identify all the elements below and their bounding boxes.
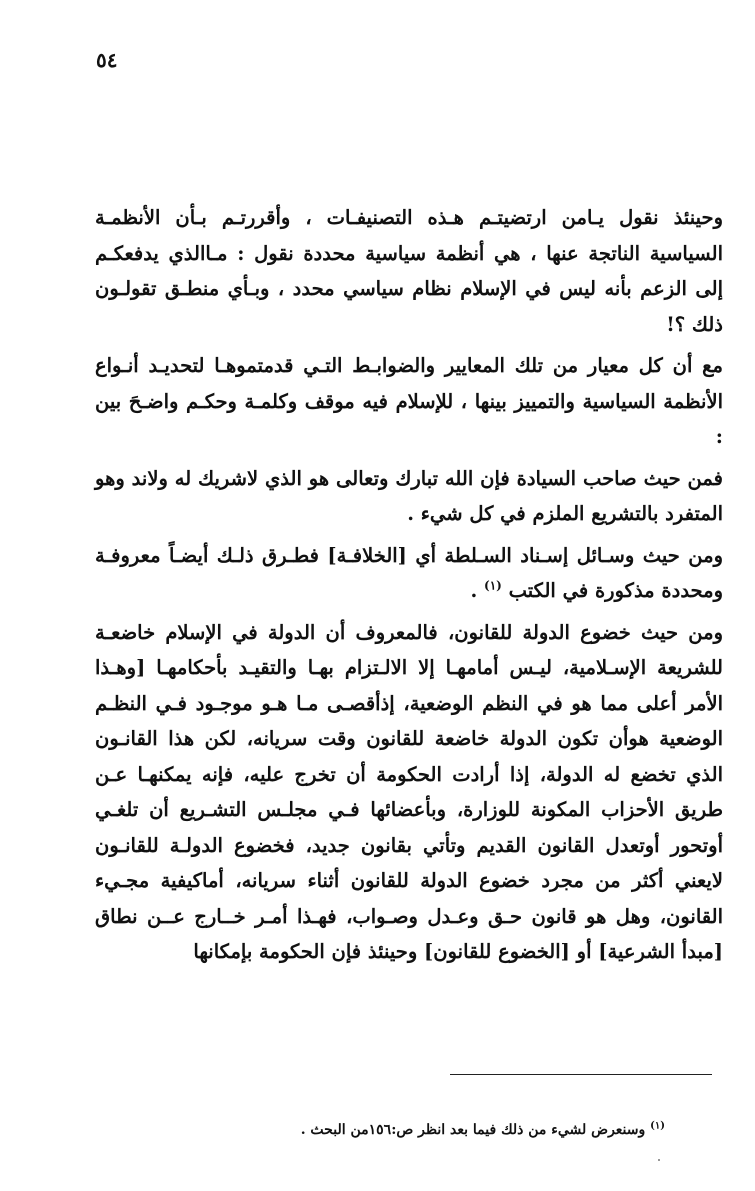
- paragraph-4-text: ومن حيث وسـائل إسـناد السـلطة أي [الخلافـة] فطـرق ذلـك أيضـاً معروفـة ومحددة مذكورة في الكتب: [95, 543, 723, 602]
- scan-speck: [658, 1159, 660, 1161]
- footnote-number: (١): [650, 1120, 665, 1132]
- paragraph-4-end: .: [470, 579, 485, 602]
- paragraph-3: فمن حيث صاحب السيادة فإن الله تبارك وتعالى هو الذي لاشريك له ولاند وهو المتفرد بالتشريع الملزم في كل شيء .: [95, 466, 723, 525]
- footnote-separator: [450, 1074, 712, 1075]
- paragraph-1: وحينئذ نقول يـامن ارتضيتـم هـذه التصنيفـات ، وأقررتـم بـأن الأنظمـة السياسية الناتجة عنها ، هي أنظمة سياسية محددة نقول : مـاالذي يدفعكـم إلى الزعم بأنه ليس في الإسلام نظام سياسي محدد ، وبـأي منطـق تقولـون ذلك ؟!: [95, 206, 723, 336]
- paragraph-5: ومن حيث خضوع الدولة للقانون، فالمعروف أن الدولة في الإسلام خاضعـة للشريعة الإسـلامية، ليـس أمامهـا إلا الالـتزام بهـا والتقيـد بأحكامهـا [وهـذا الأمر أعلى مما هو في النظم الوضعية، إذأقصـى مـا هـو موجـود فـي النظـم الوضعية هوأن تكون الدولة خاضعة للقانون وقت سريانه، لكن هذا القانـون الذي تخضع له الدولة، إذا أرادت الحكومة أن تخرج عليه، فإنه يمكنهـا عـن طريق الأحزاب المكونة للوزارة، وبأعضائها فـي مجلـس التشـريع أن تلغـي أوتحور أوتعدل القانون القديم وتأتي بقانون جديد، فخضوع الدولـة للقانـون لايعني أكثر من مجرد خضوع الدولة للقانون أثناء سريانه، أماكيفية مجـيء القانون، وهل هو قانون حـق وعـدل وصـواب، فهـذا أمـر خــارج عــن نطاق [مبدأ الشرعية] أو [الخضوع للقانون] وحينئذ فإن الحكومة بإمكانها: [95, 620, 723, 963]
- paragraph-2: مع أن كل معيار من تلك المعايير والضوابـط التـي قدمتموهـا لتحديـد أنـواع الأنظمة السياسية والتمييز بينها ، للإسلام فيه موقف وكلمـة وحكـم واضـحَ بين :: [95, 354, 723, 448]
- main-text: [95, 200, 723, 976]
- footnote: [301, 1122, 665, 1138]
- footnote-text: وسنعرض لشيء من ذلك فيما بعد انظر ص:١٥٦من البحث .: [300, 1122, 646, 1138]
- footnote-marker: (١): [484, 578, 502, 593]
- paragraph-4: [95, 538, 723, 609]
- page-number: ٥٤: [96, 48, 118, 72]
